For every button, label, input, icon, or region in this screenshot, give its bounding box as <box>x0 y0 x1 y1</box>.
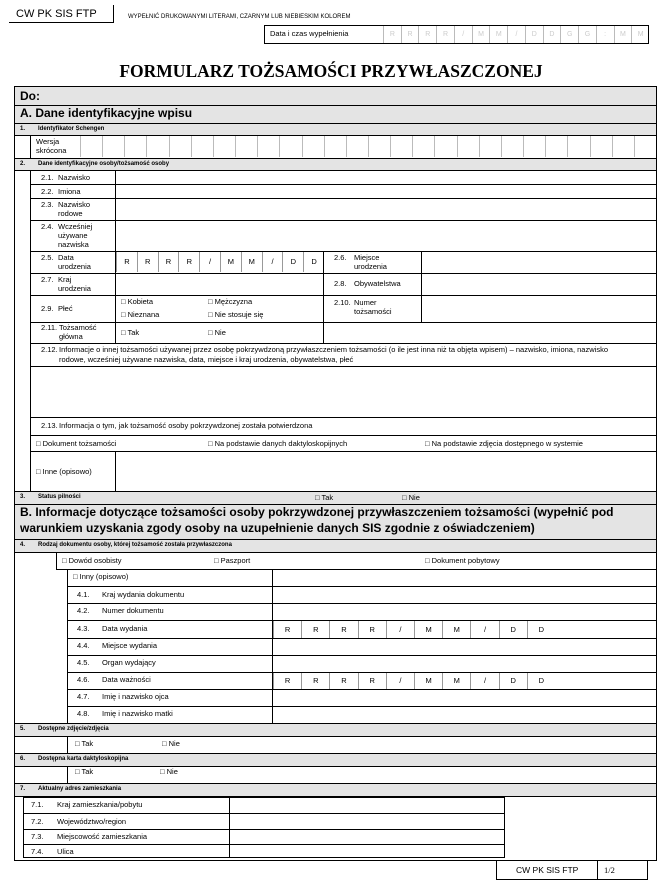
schengen-id-cell[interactable] <box>235 136 257 157</box>
schengen-id-cell[interactable] <box>213 136 235 157</box>
passport-checkbox[interactable]: □ Paszport <box>214 556 251 565</box>
fill-instruction: WYPEŁNIĆ DRUKOWANYMI LITERAMI, CZARNYM LUB NIEBIESKIM KOLOREM <box>128 14 351 20</box>
date-cell[interactable]: D <box>282 252 303 272</box>
primary-identity-label: główna <box>59 332 83 341</box>
issuing-authority-label: Organ wydający <box>102 658 156 667</box>
surname-input[interactable] <box>116 171 656 184</box>
maiden-name-label: rodowe <box>58 209 83 218</box>
date-time-label: Data i czas wypełnienia <box>270 29 349 38</box>
schengen-id-cell[interactable] <box>146 136 168 157</box>
date-cell[interactable]: R <box>273 621 301 638</box>
date-cell[interactable]: M <box>442 621 470 638</box>
date-cell[interactable]: / <box>199 252 220 272</box>
region-input[interactable] <box>230 814 504 829</box>
residence-country-input[interactable] <box>230 798 504 813</box>
page-number: 1/2 <box>604 865 615 875</box>
date-cell[interactable]: M <box>414 673 442 689</box>
date-time-cells[interactable] <box>383 26 649 43</box>
identity-number-input[interactable] <box>422 296 656 322</box>
previous-surnames-label: nazwiska <box>58 240 89 249</box>
date-cell[interactable]: D <box>525 26 543 43</box>
date-cell[interactable]: M <box>614 26 632 43</box>
schengen-id-cell[interactable] <box>457 136 479 157</box>
issue-place-input[interactable] <box>273 639 656 655</box>
schengen-id-cell[interactable] <box>434 136 456 157</box>
identity-data-label: Dane identyfikacyjne osoby/tożsamość osoby <box>38 161 170 167</box>
date-cell[interactable]: D <box>527 621 555 638</box>
confirmation-method-label: Informacja o tym, jak tożsamość osoby pokrzywdzonej została potwierdzona <box>59 421 313 430</box>
date-cell[interactable]: / <box>262 252 283 272</box>
document-number-input[interactable] <box>273 604 656 620</box>
other-identity-input[interactable] <box>31 366 656 416</box>
issuing-country-input[interactable] <box>273 587 656 603</box>
sex-female-checkbox[interactable]: □ Kobieta <box>121 297 154 306</box>
schengen-id-cell[interactable] <box>302 136 324 157</box>
date-cell[interactable]: R <box>301 673 329 689</box>
date-cell[interactable]: R <box>329 673 357 689</box>
sex-label: Płeć <box>58 304 73 313</box>
schengen-id-cell[interactable] <box>324 136 346 157</box>
father-name-label: Imię i nazwisko ojca <box>102 692 169 701</box>
other-method-checkbox[interactable]: □ Inne (opisowo) <box>36 467 92 476</box>
father-name-input[interactable] <box>273 690 656 706</box>
birth-country-input[interactable] <box>116 274 322 294</box>
schengen-id-cell[interactable] <box>102 136 124 157</box>
schengen-id-cell[interactable] <box>501 136 523 157</box>
urgency-yes-checkbox[interactable]: □ Tak <box>315 493 334 502</box>
date-cell[interactable]: R <box>401 26 419 43</box>
schengen-id-cell[interactable] <box>634 136 656 157</box>
date-cell[interactable]: M <box>489 26 507 43</box>
schengen-id-cell[interactable] <box>479 136 501 157</box>
date-cell[interactable]: R <box>301 621 329 638</box>
region-label: Województwo/region <box>57 817 127 826</box>
date-cell[interactable]: R <box>329 621 357 638</box>
mother-name-input[interactable] <box>273 707 656 723</box>
other-method-input[interactable] <box>116 452 656 490</box>
sex-male-checkbox[interactable]: □ Mężczyzna <box>208 297 253 306</box>
issuing-country-label: Kraj wydania dokumentu <box>102 590 185 599</box>
date-cell[interactable]: D <box>527 673 555 689</box>
birth-place-label: urodzenia <box>354 262 387 271</box>
mother-name-label: Imię i nazwisko matki <box>102 709 173 718</box>
schengen-id-cell[interactable] <box>390 136 412 157</box>
id-card-checkbox[interactable]: □ Dowód osobisty <box>62 556 122 565</box>
schengen-id-cell[interactable] <box>257 136 279 157</box>
form-code: CW PK SIS FTP <box>16 8 97 20</box>
schengen-id-cell[interactable] <box>169 136 191 157</box>
date-cell[interactable]: / <box>470 673 498 689</box>
section-b-title: B. Informacje dotyczące tożsamości osoby pokrzywdzonej przywłaszczeniem tożsamości (wypełnić pod <box>20 505 614 519</box>
other-document-checkbox[interactable]: □ Inny (opisowo) <box>73 572 129 581</box>
date-cell[interactable]: D <box>499 621 527 638</box>
schengen-id-cell[interactable] <box>80 136 102 157</box>
urgency-no-checkbox[interactable]: □ Nie <box>402 493 420 502</box>
schengen-id-cell[interactable] <box>545 136 567 157</box>
date-cell[interactable]: / <box>454 26 472 43</box>
issue-date-label: Data wydania <box>102 624 148 633</box>
page-title: FORMULARZ TOŻSAMOŚCI PRZYWŁASZCZONEJ <box>119 61 543 81</box>
schengen-id-cell[interactable] <box>590 136 612 157</box>
footer-form-code: CW PK SIS FTP <box>516 865 579 875</box>
residence-country-label: Kraj zamieszkania/pobytu <box>57 800 143 809</box>
urgency-status-label: Status pilności <box>38 494 81 500</box>
fingerprint-card-yes-checkbox[interactable]: □ Tak <box>75 767 94 776</box>
date-cell[interactable]: D <box>499 673 527 689</box>
short-version-label: Wersja skrócona <box>36 137 67 155</box>
date-cell[interactable]: R <box>273 673 301 689</box>
date-cell[interactable]: G <box>578 26 596 43</box>
primary-identity-no-checkbox[interactable]: □ Nie <box>208 328 226 337</box>
date-cell[interactable]: / <box>470 621 498 638</box>
previous-surnames-input[interactable] <box>116 221 656 250</box>
to-label: Do: <box>20 89 40 103</box>
date-cell[interactable]: R <box>358 673 386 689</box>
date-cell[interactable]: R <box>436 26 454 43</box>
schengen-id-cell[interactable] <box>279 136 301 157</box>
birth-date-input[interactable] <box>116 252 324 272</box>
photo-no-checkbox[interactable]: □ Nie <box>162 739 180 748</box>
other-document-input[interactable] <box>273 570 656 586</box>
maiden-name-input[interactable] <box>116 199 656 219</box>
date-cell[interactable]: R <box>418 26 436 43</box>
birth-date-label: urodzenia <box>58 262 91 271</box>
schengen-id-cell[interactable] <box>567 136 589 157</box>
given-names-input[interactable] <box>116 185 656 198</box>
fingerprint-data-checkbox[interactable]: □ Na podstawie danych daktyloskopijnych <box>208 439 348 448</box>
fingerprint-card-label: Dostępna karta daktyloskopijna <box>38 756 129 762</box>
given-names-label: Imiona <box>58 187 81 196</box>
schengen-id-cell[interactable] <box>523 136 545 157</box>
date-cell[interactable]: M <box>442 673 470 689</box>
nationality-input[interactable] <box>422 274 656 294</box>
schengen-id-cell[interactable] <box>612 136 634 157</box>
residence-document-checkbox[interactable]: □ Dokument pobytowy <box>425 556 500 565</box>
birth-country-label: urodzenia <box>58 284 91 293</box>
date-cell[interactable]: R <box>158 252 179 272</box>
document-type-label: Rodzaj dokumentu osoby, której tożsamość została przywłaszczona <box>38 542 232 548</box>
schengen-id-cell[interactable] <box>124 136 146 157</box>
city-input[interactable] <box>230 830 504 844</box>
schengen-id-cell[interactable] <box>412 136 434 157</box>
street-label: Ulica <box>57 847 74 856</box>
date-cell[interactable]: / <box>507 26 525 43</box>
photo-available-label: Dostępne zdjęcie/zdjęcia <box>38 726 109 732</box>
date-cell[interactable]: M <box>220 252 241 272</box>
birth-place-input[interactable] <box>422 252 656 272</box>
schengen-id-cell[interactable] <box>346 136 368 157</box>
expiry-date-label: Data ważności <box>102 675 151 684</box>
primary-identity-yes-checkbox[interactable]: □ Tak <box>121 328 140 337</box>
date-cell[interactable]: M <box>241 252 262 272</box>
date-cell[interactable]: R <box>137 252 158 272</box>
sex-not-applicable-checkbox[interactable]: □ Nie stosuje się <box>208 310 264 319</box>
date-cell[interactable]: R <box>383 26 401 43</box>
expiry-date-input[interactable] <box>273 673 555 689</box>
surname-label: Nazwisko <box>58 173 91 182</box>
issue-date-input[interactable] <box>273 621 555 638</box>
date-cell[interactable]: D <box>543 26 561 43</box>
date-cell[interactable]: M <box>472 26 490 43</box>
photo-yes-checkbox[interactable]: □ Tak <box>75 739 94 748</box>
street-input[interactable] <box>230 845 504 858</box>
photo-in-system-checkbox[interactable]: □ Na podstawie zdjęcia dostępnego w systemie <box>425 439 583 448</box>
date-cell[interactable]: R <box>178 252 199 272</box>
section-a-title: A. Dane identyfikacyjne wpisu <box>20 106 193 120</box>
date-cell[interactable]: : <box>596 26 614 43</box>
fingerprint-card-no-checkbox[interactable]: □ Nie <box>160 767 178 776</box>
schengen-id-cell[interactable] <box>191 136 213 157</box>
id-document-checkbox[interactable]: □ Dokument tożsamości <box>36 439 117 448</box>
date-cell[interactable]: D <box>303 252 324 272</box>
date-cell[interactable]: M <box>631 26 649 43</box>
identity-number-label: tożsamości <box>354 307 392 316</box>
sex-unknown-checkbox[interactable]: □ Nieznana <box>121 310 160 319</box>
document-number-label: Numer dokumentu <box>102 606 164 615</box>
date-cell[interactable]: / <box>386 673 414 689</box>
date-cell[interactable]: / <box>386 621 414 638</box>
issuing-authority-input[interactable] <box>273 656 656 672</box>
other-identity-label: Informacje o innej tożsamości używanej przez osobę pokrzywdzoną przywłaszczeniem tożsamości (o ile jest inna niż ta objęta wpisem) – nazwisko, imiona, nazwisko <box>59 345 608 354</box>
nationality-label: Obywatelstwa <box>354 279 401 288</box>
date-cell[interactable]: R <box>116 252 137 272</box>
current-address-label: Aktualny adres zamieszkania <box>38 786 122 792</box>
schengen-id-input[interactable] <box>80 136 656 157</box>
city-label: Miejscowość zamieszkania <box>57 832 148 841</box>
date-cell[interactable]: R <box>358 621 386 638</box>
schengen-id-cell[interactable] <box>368 136 390 157</box>
schengen-id-label: Identyfikator Schengen <box>38 126 105 132</box>
date-cell[interactable]: G <box>560 26 578 43</box>
issue-place-label: Miejsce wydania <box>102 641 158 650</box>
date-cell[interactable]: M <box>414 621 442 638</box>
